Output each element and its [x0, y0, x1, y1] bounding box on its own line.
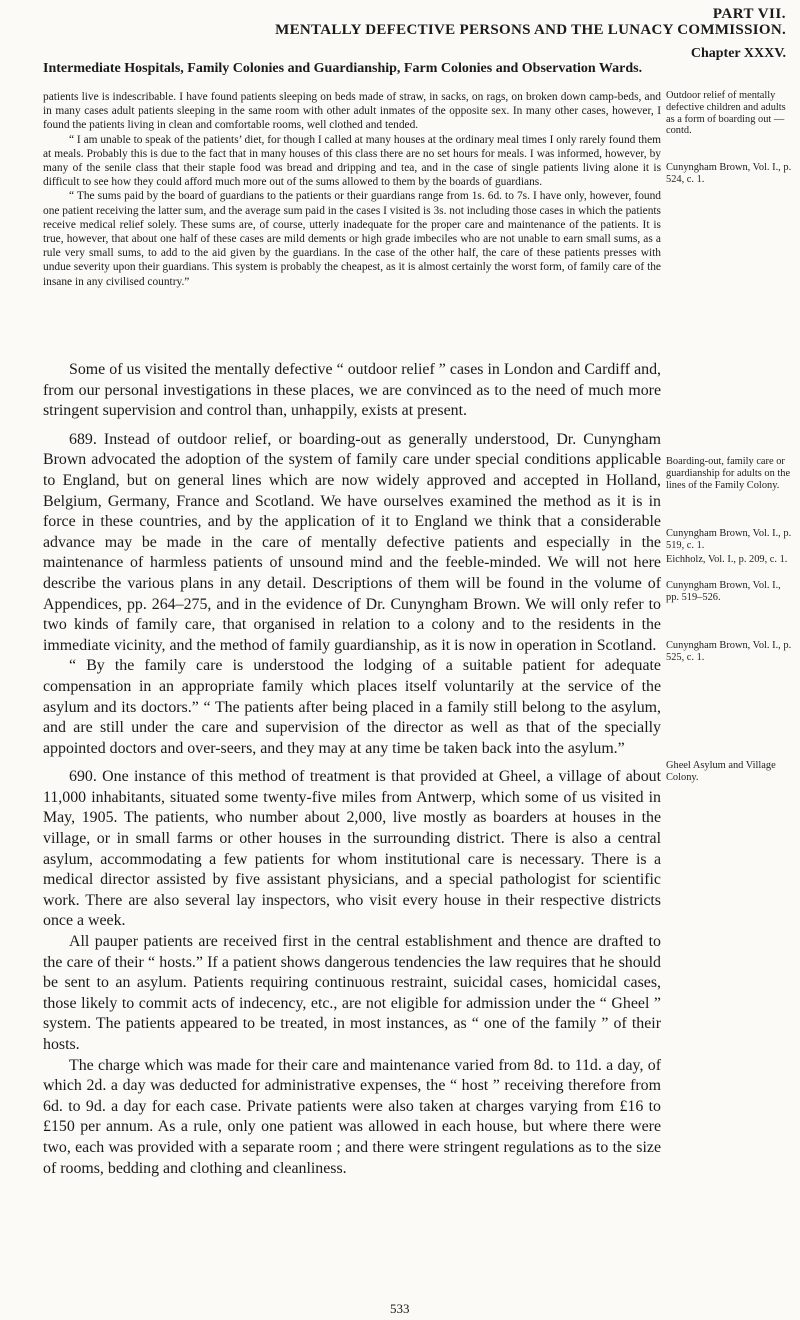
quoted-evidence-block: [43, 90, 661, 289]
body-paragraph: patients live is indescribable. I have found patients sleeping on beds made of straw, in sacks, on rags, on broken down camp-beds, and in many cases adult patients sleeping in the same room with other adult inmates of the opposite sex. In many other cases, however, I found the patients living in clean and comfortable rooms, well clothed and tended.: [43, 91, 661, 132]
chapter-subtitle: Intermediate Hospitals, Family Colonies and Guardianship, Farm Colonies and Observation Wards.: [43, 61, 643, 76]
margin-note: Cunyngham Brown, Vol. I., p. 524, c. 1.: [666, 162, 792, 185]
margin-note: Gheel Asylum and Village Colony.: [666, 760, 776, 783]
margin-note: Cunyngham Brown, Vol. I., p. 525, c. 1.: [666, 640, 792, 663]
running-title: MENTALLY DEFECTIVE PERSONS AND THE LUNACY COMMISSION.: [275, 22, 786, 38]
margin-note: Outdoor relief of mentally defective children and adults as a form of boarding out — contd.: [666, 90, 786, 137]
body-paragraph: The charge which was made for their care and maintenance varied from 8d. to 11d. a day, of which 2d. a day was deducted for administrative expenses, the “ host ” receiving therefore from 6d. to 9d. a day for each case. Private patients were also taken at charges varying from £16 to £150 per annum. As a rule, only one patient was allowed in each house, but where there were two, each was provided with a separate room ; and there were stringent regulations as to the size of rooms, bedding and clothing and cleanliness.: [43, 1056, 661, 1177]
body-paragraph: All pauper patients are received first in the central establishment and thence are drafted to the care of their “ hosts.” If a patient shows dangerous tendencies the law requires that he should be sent to an asylum. Patients requiring continuous restraint, suicidal cases, homicidal cases, those likely to commit acts of indecency, etc., are not eligible for admission under the “ Gheel ” system. The patients appeared to be treated, in most instances, as “ one of the family ” of their hosts.: [43, 933, 661, 1053]
chapter-heading: Chapter XXXV.: [690, 46, 786, 61]
margin-note: Eichholz, Vol. I., p. 209, c. 1.: [666, 554, 788, 565]
paragraph-689: 689. Instead of outdoor relief, or boarding-out as generally understood, Dr. Cunyngham Brown advocated the adoption of the system of family care under special conditions applicable to England, but on general lines which are now widely approved and accepted in Holland, Belgium, Germany, France and Scotland. We have ourselves examined the method as it is in force in these countries, and by the application of it to England we think that a considerable advance may be made in the care of mentally defective patients and especially in the maintenance of harmless patients of unsound mind and the feeble-minded. We will not here describe the various plans in any detail. Descriptions of them will be found in the volume of Appendices, pp. 264–275, and in the evidence of Dr. Cunyngham Brown. We will only refer to two kinds of family care, that organised in relation to a colony and to the residents in the immediate vicinity, and the method of family guardianship, as it is now in operation in Scotland.: [43, 430, 661, 654]
margin-note: Cunyngham Brown, Vol. I., p. 519, c. 1.: [666, 528, 792, 551]
margin-note: Boarding-out, family care or guardianship for adults on the lines of the Family Colony.: [666, 456, 791, 491]
paragraph-690: 690. One instance of this method of treatment is that provided at Gheel, a village of about 11,000 inhabitants, situated some twenty-five miles from Antwerp, which some of us visited in May, 1905. The patients, who number about 2,000, live mostly as boarders at houses in the village, or in small farms or other houses in the surrounding district. There is also a central asylum, accommodating a few patients for whom institutional care is necessary. There is a medical director assisted by five assistant physicians, and a special pathologist for scientific work. There are also several lay inspectors, who visit every house in their respective districts once a week.: [43, 768, 661, 930]
main-text-block: [43, 360, 661, 1179]
body-paragraph: Some of us visited the mentally defective “ outdoor relief ” cases in London and Cardiff and, from our personal investigations in these places, we are convinced as to the need of much more stringent supervision and control than, unhappily, exists at present.: [43, 361, 661, 420]
body-paragraph: “ I am unable to speak of the patients’ diet, for though I called at many houses at the ordinary meal times I only rarely found them at meals. Probably this is due to the fact that in many houses of this class there are no set hours for meals. I was informed, however, by many of the senile class that their staple food was bread and dripping and tea, and in the case of single patients living alone it is difficult to see how they could afford much more out of the sums allowed to them by the boards of guardians.: [43, 133, 661, 189]
margin-note: Cunyngham Brown, Vol. I., pp. 519–526.: [666, 580, 781, 603]
page-number: 533: [390, 1301, 410, 1316]
body-paragraph: “ By the family care is understood the lodging of a suitable patient for adequate compensation in an appropriate family which places itself voluntarily at the service of the asylum and its doctors.” “ The patients after being placed in a family still belong to the asylum, and are still under the care and supervision of the director as well as that of the specially appointed doctors and over-seers, and they may at any time be taken back into the asylum.”: [43, 657, 661, 757]
body-paragraph: “ The sums paid by the board of guardians to the patients or their guardians range from 1s. 6d. to 7s. I have only, however, found one patient receiving the latter sum, and the average sum paid in the cases I visited is 3s. not including those cases in which the patients receive medical relief solely. These sums are, of course, utterly inadequate for the proper care and maintenance of the patients. It is true, however, that about one half of these cases are mild dements or high grade imbeciles who are not unable to earn small sums, as a rule very small sums, to add to the aid given by the guardians. In the case of the other half, the care of these patients presses with undue severity upon their guardians. This system is probably the cheapest, as it is almost certainly the worst form, of family care of the insane in any civilised country.”: [43, 190, 661, 288]
part-heading: PART VII.: [712, 6, 786, 22]
